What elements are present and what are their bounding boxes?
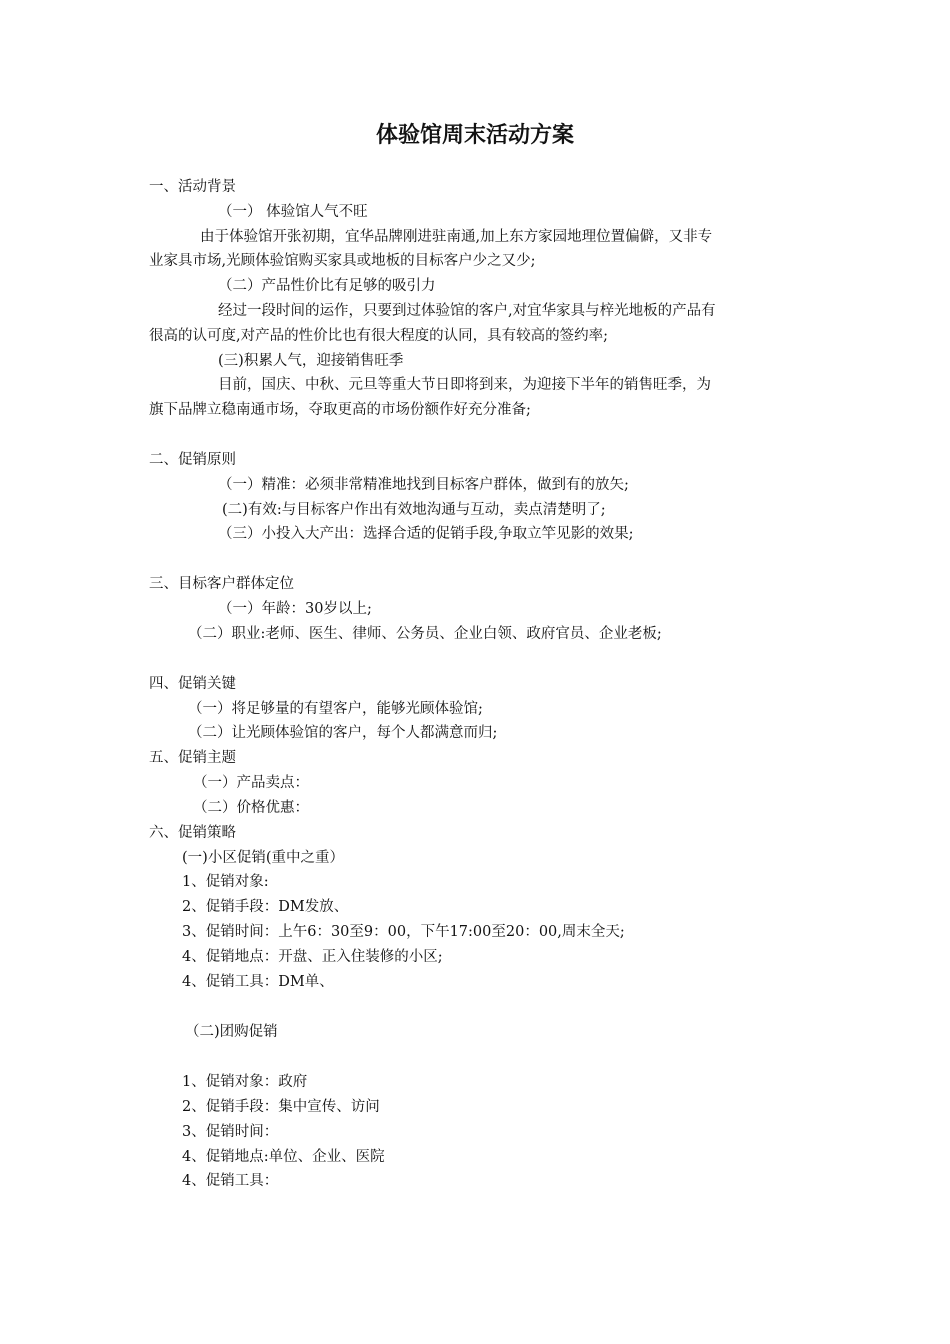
list-item: 1、促销对象: — [182, 874, 269, 890]
list-item: 4、促销地点：开盘、正入住装修的小区; — [182, 949, 443, 965]
list-item: 1、促销对象：政府 — [182, 1074, 308, 1090]
list-item: （二）价格优惠： — [193, 800, 309, 816]
section-heading-target: 三、目标客户群体定位 — [149, 576, 294, 592]
list-item: （一）产品卖点： — [193, 775, 309, 791]
paragraph-line: 旗下品牌立稳南通市场，夺取更高的市场份额作好充分准备; — [149, 402, 531, 418]
list-item: （一）将足够量的有望客户，能够光顾体验馆; — [188, 701, 483, 717]
list-item: (二)有效:与目标客户作出有效地沟通与互动，卖点清楚明了; — [222, 502, 606, 518]
list-item: （二）让光顾体验馆的客户，每个人都满意而归; — [188, 725, 498, 741]
subheading-community: (一)小区促销(重中之重） — [182, 850, 344, 866]
list-item: 3、促销时间：上午6：30至9：00，下午17:00至20：00,周末全天; — [182, 924, 625, 940]
list-item: 2、促销手段：集中宣传、访问 — [182, 1099, 380, 1115]
paragraph-line: 经过一段时间的运作，只要到过体验馆的客户,对宜华家具与梓光地板的产品有 — [218, 303, 716, 319]
subheading-value: （二）产品性价比有足够的吸引力 — [218, 278, 436, 294]
subheading-group-buy: （二)团购促销 — [185, 1024, 278, 1040]
list-item: 4、促销工具： — [182, 1173, 279, 1189]
list-item: 4、促销工具：DM单、 — [182, 974, 334, 990]
document-title: 体验馆周末活动方案 — [375, 123, 574, 148]
section-heading-principles: 二、促销原则 — [149, 452, 236, 468]
list-item: 2、促销手段：DM发放、 — [182, 899, 349, 915]
paragraph-line: 目前，国庆、中秋、元旦等重大节日即将到来，为迎接下半年的销售旺季，为 — [218, 377, 711, 393]
paragraph-line: 由于体验馆开张初期，宜华品牌刚进驻南通,加上东方家园地理位置偏僻，又非专 — [200, 229, 713, 245]
subheading-low-traffic: （一） 体验馆人气不旺 — [218, 204, 368, 220]
section-heading-strategy: 六、促销策略 — [149, 825, 236, 841]
section-heading-keys: 四、促销关键 — [149, 676, 236, 692]
paragraph-line: 很高的认可度,对产品的性价比也有很大程度的认同，具有较高的签约率; — [149, 328, 608, 344]
list-item: （一）精准：必须非常精准地找到目标客户群体，做到有的放矢; — [218, 477, 629, 493]
list-item: 4、促销地点:单位、企业、医院 — [182, 1149, 385, 1165]
list-item: （二）职业:老师、医生、律师、公务员、企业白领、政府官员、企业老板; — [188, 626, 662, 642]
list-item: （一）年龄：30岁以上; — [218, 601, 372, 617]
list-item: （三）小投入大产出：选择合适的促销手段,争取立竿见影的效果; — [218, 526, 634, 542]
section-heading-background: 一、活动背景 — [149, 179, 236, 195]
paragraph-line: 业家具市场,光顾体验馆购买家具或地板的目标客户少之又少; — [149, 253, 536, 269]
subheading-accumulate: (三)积累人气，迎接销售旺季 — [218, 353, 404, 369]
list-item: 3、促销时间： — [182, 1124, 279, 1140]
section-heading-theme: 五、促销主题 — [149, 750, 236, 766]
